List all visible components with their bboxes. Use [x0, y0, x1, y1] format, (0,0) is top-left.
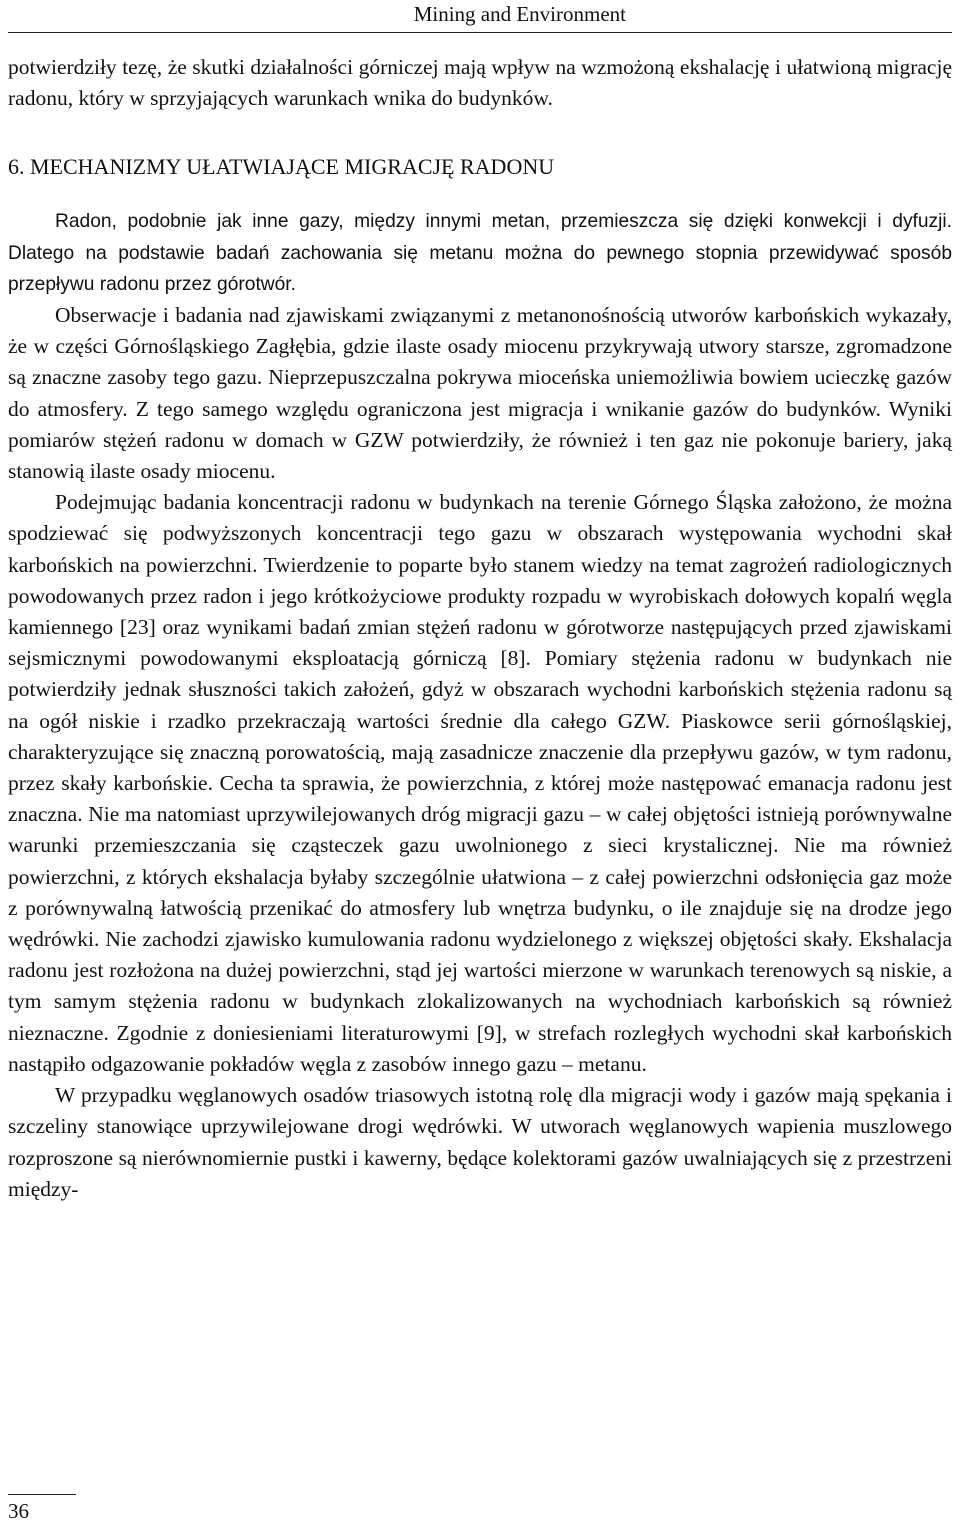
header-divider: [8, 32, 952, 33]
triassic-carbonates-paragraph: W przypadku węglanowych osadów triasowych istotną rolę dla migracji wody i gazów mają spękania i szczeliny stanowiące uprzywilejowane drogi wędrówki. W utworach węglanowych wapienia muszlowego rozproszone są nierównomiernie pustki i kawerny, będące kolektorami gazów uwalniających się z przestrzeni między-: [8, 1083, 952, 1201]
section-heading: 6. MECHANIZMY UŁATWIAJĄCE MIGRACJĘ RADONU: [8, 154, 555, 180]
upper-silesia-studies-paragraph: Podejmując badania koncentracji radonu w budynkach na terenie Górnego Śląska założono, że można spodziewać się podwyższonych koncentracji tego gazu w obszarach występowania wychodni skał karbońskich na powierzchni. Twierdzenie to poparte było stanem wiedzy na temat zagrożeń radiologicznych powodowanych przez radon i jego krótkożyciowe produkty rozpadu w wyrobiskach dołowych kopalń węgla kamiennego [23] oraz wynikami badań zmian stężeń radonu w górotworze następujących przed zjawiskami sejsmicznymi powodowanymi eksploatacją górniczą [8]. Pomiary stężenia radonu w budynkach nie potwierdziły jednak słuszności takich założeń, gdyż w obszarach wychodni karbońskich stężenia radonu są na ogół niskie i rzadko przekraczają wartości średnie dla całego GZW. Piaskowce serii górnośląskiej, charakteryzujące się znaczną porowatością, mają zasadnicze znaczenie dla przepływu gazów, w tym radonu, przez skały karbońskie. Cecha ta sprawia, że powierzchnia, z której może następować emanacja radonu jest znaczna. Nie ma natomiast uprzywilejowanych dróg migracji gazu – w całej objętości istnieją porównywalne warunki przemieszczania się cząsteczek gazu uwolnionego z sieci krystalicznej. Nie ma również powierzchni, z których ekshalacja byłaby szczególnie ułatwiona – z całej powierzchni odsłonięcia gaz może z porównywalną łatwością przenikać do atmosfery lub wnętrza budynku, o ile znajduje się na drodze jego wędrówki. Nie zachodzi zjawisko kumulowania radonu wydzielonego z większej objętości skały. Ekshalacja radonu jest rozłożona na dużej powierzchni, stąd jej wartości mierzone w warunkach terenowych są niskie, a tym samym stężenia radonu w budynkach zlokalizowanych na wychodniach karbońskich są również nieznaczne. Zgodnie z doniesieniami literaturowymi [9], w strefach rozległych wychodni skał karbońskich nastąpiło odgazowanie pokładów węgla z zasobów innego gazu – metanu.: [8, 490, 952, 1076]
page-body: [8, 52, 952, 1205]
radon-movement-paragraph: Radon, podobnie jak inne gazy, między innymi metan, przemieszcza się dzięki konwekcji i dyfuzji. Dlatego na podstawie badań zachowania się metanu można do pewnego stopnia przewidywać sposób przepływu radonu przez górotwór.: [8, 211, 952, 295]
page-number: 36: [8, 1499, 29, 1523]
footer-divider: [8, 1494, 76, 1495]
intro-paragraph: potwierdziły tezę, że skutki działalności górniczej mają wpływ na wzmożoną ekshalację i ułatwioną migrację radonu, który w sprzyjających warunkach wnika do budynków.: [8, 55, 952, 111]
observations-paragraph: Obserwacje i badania nad zjawiskami związanymi z metanonośnością utworów karbońskich wykazały, że w części Górnośląskiego Zagłębia, gdzie ilaste osady miocenu przykrywają utwory starsze, zgromadzone są znaczne zasoby tego gazu. Nieprzepuszczalna pokrywa mioceńska uniemożliwia bowiem ucieczkę gazów do atmosfery. Z tego samego względu ograniczona jest migracja i wnikanie gazów do budynków. Wyniki pomiarów stężeń radonu w domach w GZW potwierdziły, że również i ten gaz nie pokonuje bariery, jaką stanowią ilaste osady miocenu.: [8, 303, 952, 484]
running-header-title: Mining and Environment: [413, 2, 626, 26]
